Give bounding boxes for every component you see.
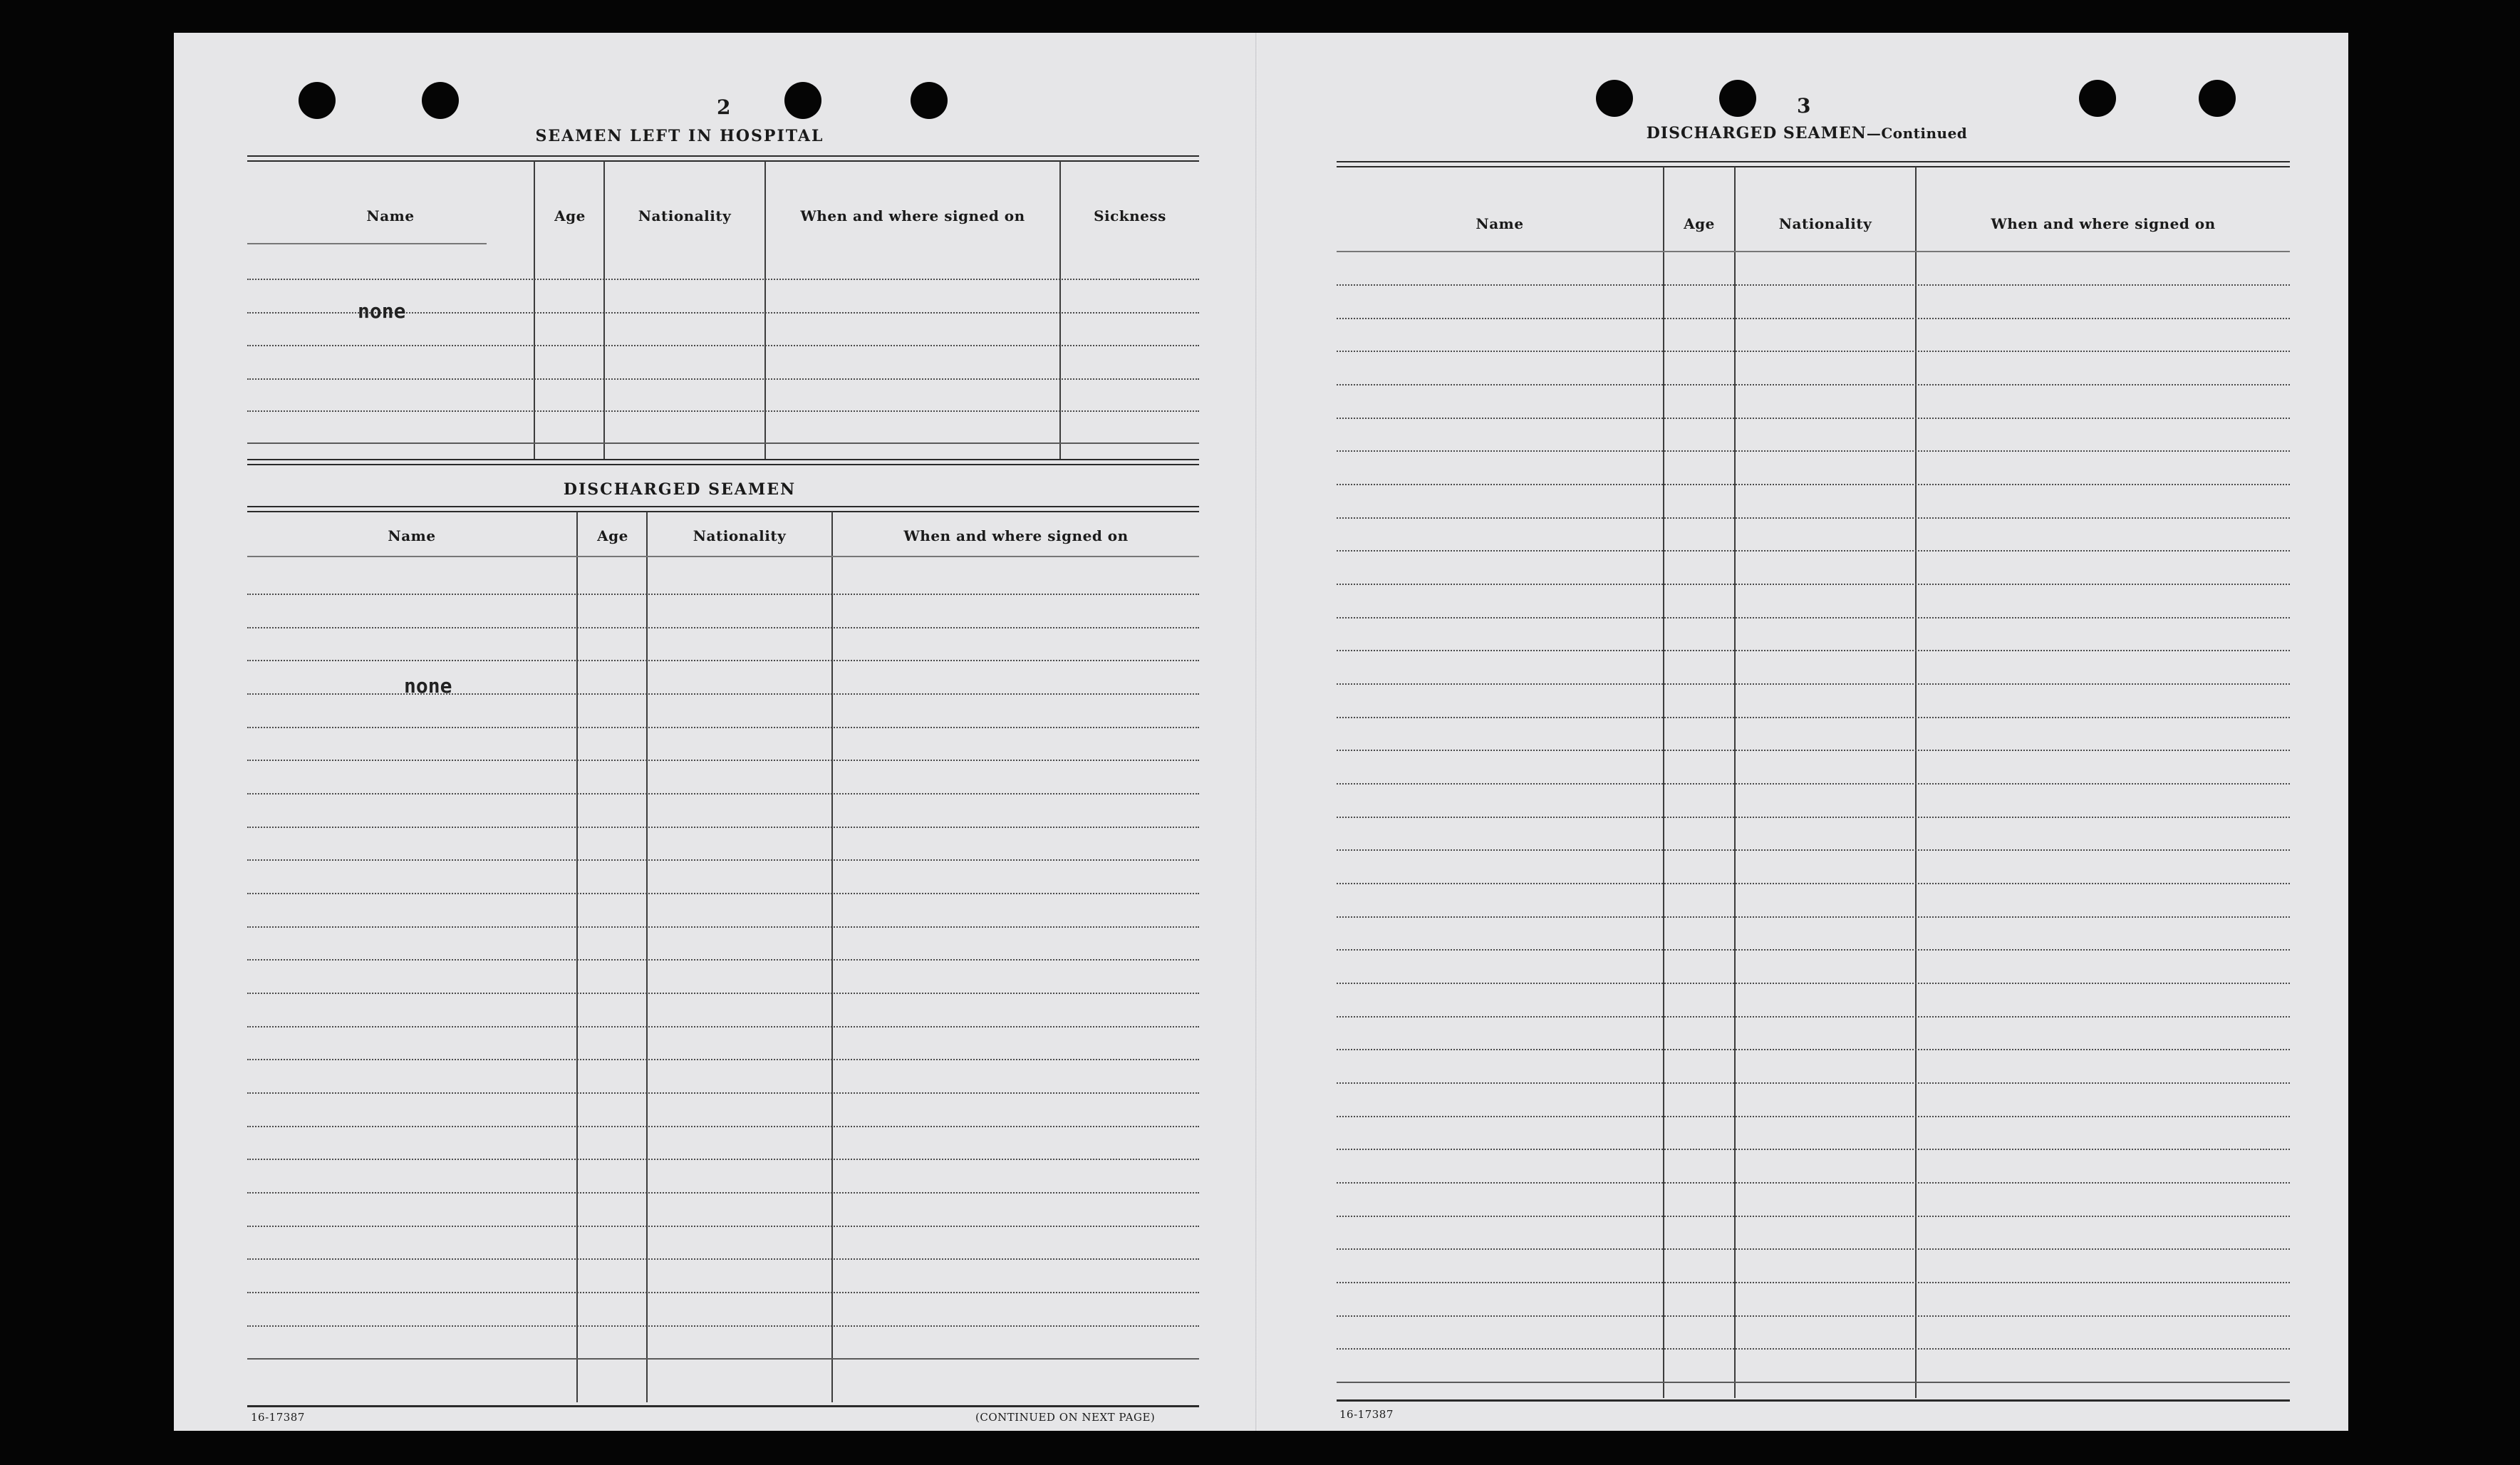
row-line	[1337, 1116, 2290, 1117]
section-title-discharged-continued	[1579, 124, 2035, 143]
row-line	[247, 727, 1199, 728]
form-number: 16-17387	[1339, 1408, 1394, 1421]
row-line	[1337, 1149, 2290, 1150]
page-number: 3	[1797, 94, 1812, 118]
row-line	[247, 1325, 1199, 1327]
row-line	[247, 1192, 1199, 1194]
row-line	[1337, 284, 2290, 286]
section-title-continued: —Continued	[1866, 125, 1968, 142]
column-header-nationality: Nationality	[1778, 215, 1872, 232]
row-line	[1337, 717, 2290, 718]
row-line	[247, 959, 1199, 961]
column-header-nationality: Nationality	[638, 207, 732, 224]
continued-note: (CONTINUED ON NEXT PAGE)	[975, 1411, 1156, 1424]
row-line	[247, 1059, 1199, 1060]
row-line	[247, 1358, 1199, 1360]
row-line	[1337, 783, 2290, 785]
row-line	[247, 378, 1199, 380]
punch-hole-icon	[1719, 80, 1756, 117]
row-line	[1337, 1315, 2290, 1317]
row-line	[247, 827, 1199, 828]
bottom-rule	[247, 1405, 1199, 1407]
row-line	[1337, 584, 2290, 585]
row-line	[1337, 450, 2290, 452]
row-line	[1337, 949, 2290, 951]
row-line	[1337, 384, 2290, 385]
row-line	[247, 1126, 1199, 1127]
section-title-discharged: DISCHARGED SEAMEN	[563, 480, 797, 499]
row-line	[1337, 650, 2290, 651]
page-number: 2	[717, 95, 732, 119]
row-line	[1337, 883, 2290, 884]
row-line	[1337, 1016, 2290, 1018]
row-line	[1337, 1216, 2290, 1217]
punch-hole-icon	[1596, 80, 1633, 117]
row-line	[1337, 817, 2290, 818]
row-line	[1337, 683, 2290, 685]
center-fold	[1255, 33, 1258, 1431]
punch-hole-icon	[299, 82, 336, 119]
hospital-table	[247, 161, 1199, 460]
row-line	[247, 693, 1199, 695]
hospital-entry-none: none	[358, 299, 406, 323]
column-divider	[1059, 161, 1061, 460]
row-line	[1337, 418, 2290, 419]
row-line	[247, 893, 1199, 894]
row-line	[1337, 351, 2290, 352]
header-underline	[1337, 251, 2290, 252]
header-underline	[247, 243, 487, 244]
column-header-signed-on: When and where signed on	[903, 527, 1129, 544]
discharged-table	[247, 512, 1199, 1402]
row-line	[247, 1092, 1199, 1094]
row-line	[247, 442, 1199, 444]
row-line	[1337, 484, 2290, 485]
row-line	[247, 1026, 1199, 1027]
discharged-entry-none: none	[404, 674, 452, 698]
punch-hole-icon	[784, 82, 821, 119]
column-header-name: Name	[1476, 215, 1524, 232]
row-line	[247, 345, 1199, 346]
row-line	[1337, 1082, 2290, 1084]
column-header-nationality: Nationality	[693, 527, 787, 544]
column-header-signed-on: When and where signed on	[1991, 215, 2216, 232]
discharged-continued-table	[1337, 167, 2290, 1398]
punch-hole-icon	[2079, 80, 2116, 117]
left-page	[174, 33, 1255, 1431]
row-line	[247, 1159, 1199, 1160]
row-line	[1337, 983, 2290, 984]
row-line	[247, 279, 1199, 280]
punch-hole-icon	[422, 82, 459, 119]
row-line	[1337, 1382, 2290, 1383]
section-double-rule	[247, 459, 1199, 465]
row-line	[247, 660, 1199, 661]
row-line	[1337, 1248, 2290, 1250]
section-title-hospital: SEAMEN LEFT IN HOSPITAL	[535, 127, 824, 145]
discharged-rows	[247, 512, 1199, 1402]
row-line	[247, 926, 1199, 928]
row-line	[247, 793, 1199, 794]
bottom-rule	[1337, 1399, 2290, 1402]
punch-hole-icon	[2199, 80, 2236, 117]
column-header-name: Name	[388, 527, 436, 544]
row-line	[1337, 750, 2290, 751]
row-line	[1337, 1282, 2290, 1283]
row-line	[1337, 849, 2290, 851]
column-divider	[534, 161, 535, 460]
document-sheet	[174, 33, 2348, 1431]
row-line	[1337, 1348, 2290, 1350]
row-line	[1337, 517, 2290, 519]
row-line	[247, 859, 1199, 861]
row-line	[247, 410, 1199, 412]
row-line	[247, 760, 1199, 761]
row-line	[247, 1292, 1199, 1293]
column-header-signed-on: When and where signed on	[800, 207, 1025, 224]
column-header-name: Name	[366, 207, 415, 224]
column-header-sickness: Sickness	[1094, 207, 1166, 224]
row-line	[1337, 916, 2290, 918]
column-header-age: Age	[597, 527, 628, 544]
row-line	[1337, 318, 2290, 319]
row-line	[1337, 1049, 2290, 1050]
form-number: 16-17387	[251, 1411, 305, 1424]
section-title-text: DISCHARGED SEAMEN	[1646, 124, 1867, 143]
column-divider	[764, 161, 766, 460]
column-header-age: Age	[554, 207, 586, 224]
row-line	[247, 594, 1199, 595]
row-line	[1337, 550, 2290, 552]
row-line	[247, 627, 1199, 628]
row-line	[247, 1258, 1199, 1260]
right-page	[1258, 33, 2348, 1431]
row-line	[247, 993, 1199, 994]
column-divider	[603, 161, 605, 460]
row-line	[1337, 1182, 2290, 1184]
column-header-age: Age	[1684, 215, 1715, 232]
row-line	[1337, 617, 2290, 618]
row-line	[247, 1226, 1199, 1227]
punch-hole-icon	[911, 82, 948, 119]
